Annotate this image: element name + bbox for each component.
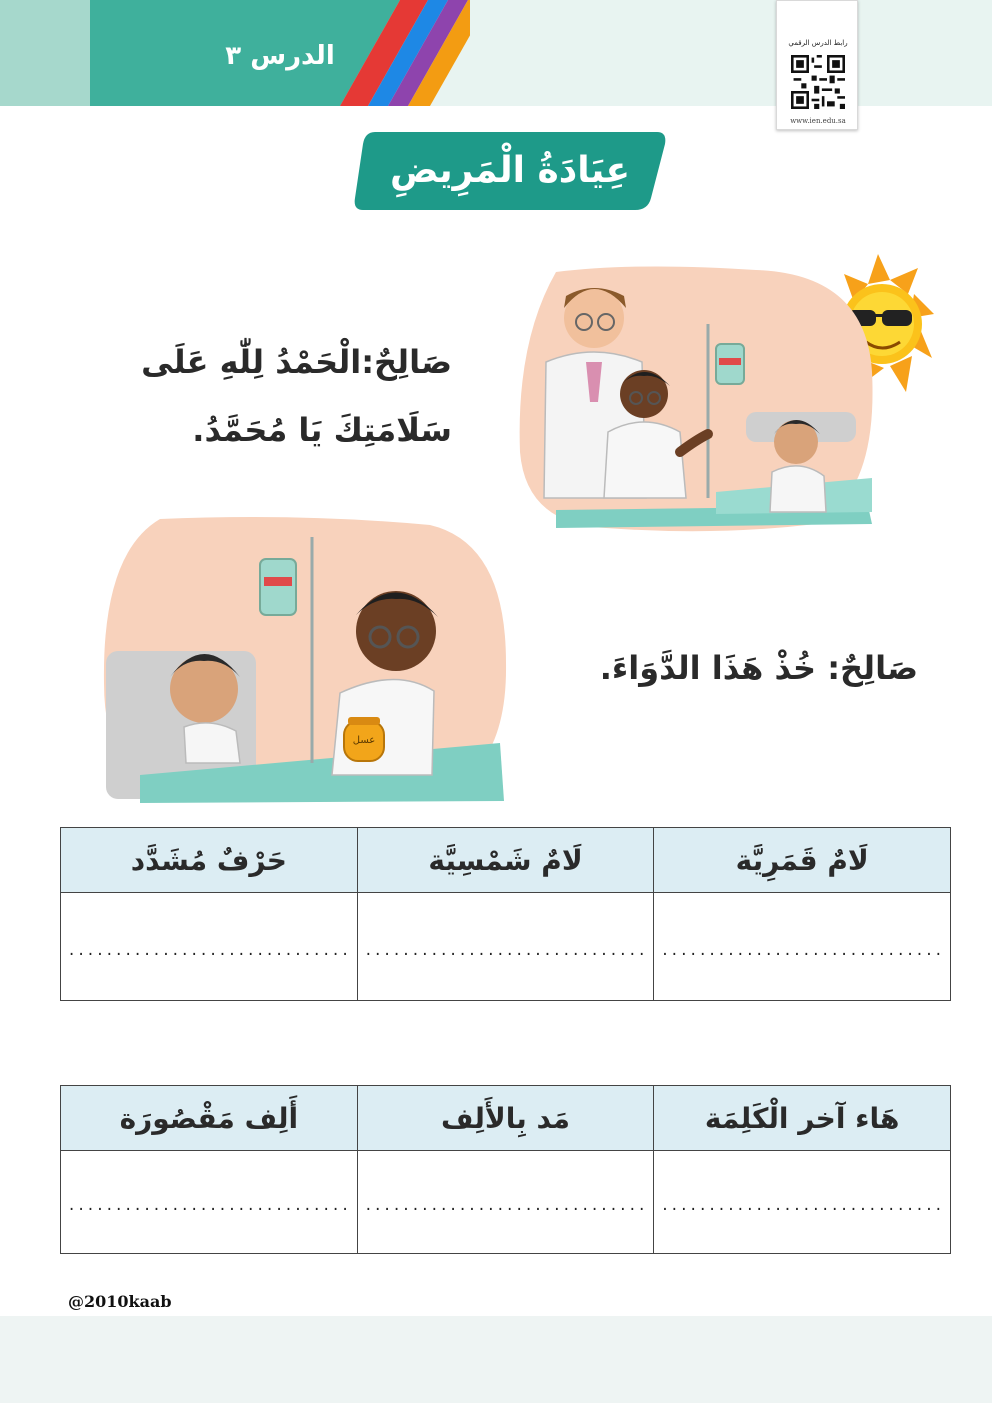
table-row [61, 893, 951, 1001]
table-header-cell: حَرْفٌ مُشَدَّد [61, 828, 358, 893]
lesson-title-badge [353, 132, 667, 210]
hospital-visit-illustration-2 [100, 513, 510, 805]
qr-card[interactable] [776, 0, 858, 130]
answer-blank[interactable]: .............................. [61, 893, 358, 1001]
footer-band [0, 1316, 992, 1403]
table-header-row [61, 828, 951, 893]
table-header-cell: لَامٌ شَمْسِيَّة [357, 828, 654, 893]
answer-blank[interactable]: .............................. [357, 1151, 654, 1254]
lesson-banner [0, 0, 470, 106]
answer-blank[interactable]: .............................. [357, 893, 654, 1001]
qr-caption: رابط الدرس الرقمي [788, 39, 848, 47]
answer-blank[interactable]: .............................. [654, 893, 951, 1001]
dialogue-line-2: صَالِحٌ: خُذْ هَذَا الدَّوَاءَ. [599, 649, 918, 687]
qr-url: www.ien.edu.sa [790, 117, 846, 125]
classification-table-2 [60, 1085, 951, 1254]
table-row [61, 1151, 951, 1254]
answer-blank[interactable]: .............................. [654, 1151, 951, 1254]
lesson-label: الدرس ٣ [225, 41, 335, 71]
lesson-title: عِيَادَةُ الْمَرِيضِ [389, 150, 631, 191]
table-header-cell: مَد بِالأَلِف [357, 1086, 654, 1151]
qr-code-icon [791, 55, 845, 109]
dialogue-line-1: صَالِحٌ:الْحَمْدُ لِلّٰهِ عَلَى سَلَامَتِكَ يَا مُحَمَّدُ. [141, 343, 452, 449]
honey-jar-label: عسل [352, 735, 376, 746]
table-header-cell: أَلِف مَقْصُورَة [61, 1086, 358, 1151]
hospital-visit-illustration-1 [516, 262, 878, 536]
answer-blank[interactable]: .............................. [61, 1151, 358, 1254]
table-header-cell: هَاء آخر الْكَلِمَة [654, 1086, 951, 1151]
author-watermark: @2010kaab [68, 1292, 172, 1311]
table-header-cell: لَامٌ قَمَرِيَّة [654, 828, 951, 893]
table-header-row [61, 1086, 951, 1151]
classification-table-1 [60, 827, 951, 1001]
